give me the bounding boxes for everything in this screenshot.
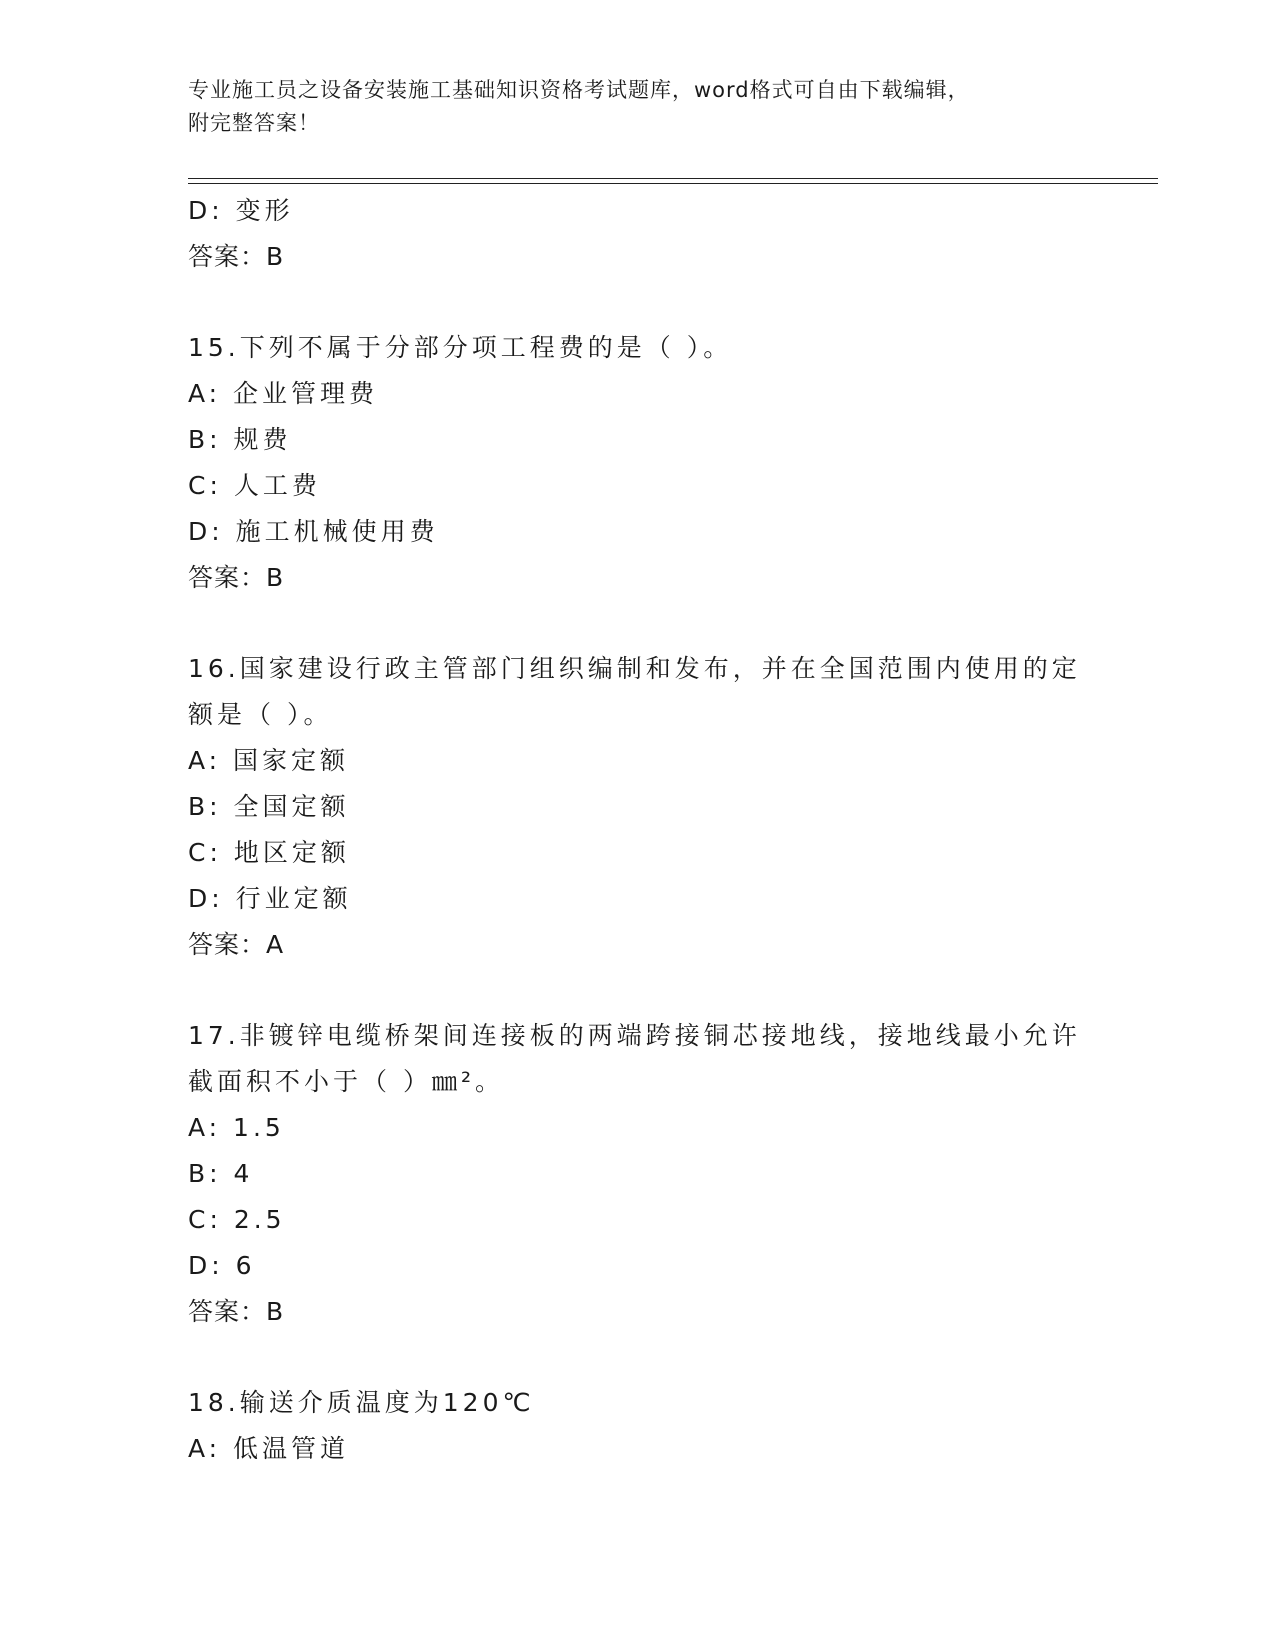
- header-divider-top: [188, 178, 1158, 179]
- page-header: [188, 74, 1088, 140]
- option-d: D: 施工机械使用费: [188, 517, 439, 546]
- header-line-2: 附完整答案！: [188, 111, 320, 135]
- question-stem-continued: 额是（ ）。: [188, 700, 333, 729]
- option-b: B: 4: [188, 1159, 254, 1188]
- option-a: A: 低温管道: [188, 1434, 350, 1463]
- question-content: [188, 188, 1088, 1472]
- option-c: C: 地区定额: [188, 838, 350, 867]
- option-a: A: 企业管理费: [188, 379, 379, 408]
- option-d: D: 6: [188, 1251, 256, 1280]
- answer: 答案：A: [188, 930, 285, 959]
- answer: 答案：B: [188, 242, 285, 271]
- option-b: B: 全国定额: [188, 792, 350, 821]
- answer: 答案：B: [188, 1297, 285, 1326]
- option-b: B: 规费: [188, 425, 292, 454]
- answer: 答案：B: [188, 563, 285, 592]
- question-stem: 18.输送介质温度为120℃: [188, 1388, 535, 1417]
- option-c: C: 人工费: [188, 471, 321, 500]
- spacer: [188, 968, 1088, 1013]
- question-stem-continued: 截面积不小于（ ）㎜²。: [188, 1067, 504, 1096]
- option-d: D: 变形: [188, 196, 294, 225]
- question-stem: 16.国家建设行政主管部门组织编制和发布，并在全国范围内使用的定: [188, 654, 1081, 683]
- spacer: [188, 280, 1088, 325]
- header-divider-bottom: [188, 183, 1158, 184]
- option-c: C: 2.5: [188, 1205, 286, 1234]
- option-a: A: 1.5: [188, 1113, 285, 1142]
- spacer: [188, 601, 1088, 646]
- question-stem: 15.下列不属于分部分项工程费的是（ ）。: [188, 333, 733, 362]
- question-stem: 17.非镀锌电缆桥架间连接板的两端跨接铜芯接地线，接地线最小允许: [188, 1021, 1081, 1050]
- option-d: D: 行业定额: [188, 884, 352, 913]
- spacer: [188, 1335, 1088, 1380]
- option-a: A: 国家定额: [188, 746, 350, 775]
- header-line-1: 专业施工员之设备安装施工基础知识资格考试题库，word格式可自由下载编辑，: [188, 78, 970, 102]
